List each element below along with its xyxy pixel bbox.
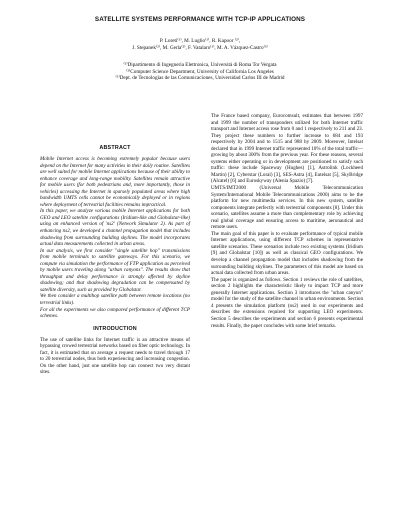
body-paragraph: UMTS/IMT2000 (Universal Mobile Telecommunication System/International Mobile Telecommunications 2000) aims to be the platform for new multimedia services. In this new system, satellite components integrate perfectly with terrestrial components [8]. Under this scenario, satellites assume a more than complementary role by achieving real global coverage and ensuring access to maritime, aeronautical and remote users. <box>211 185 363 231</box>
body-paragraph: The France based company, Eurocomsult, estimates that between 1997 and 1999 the number of transponders utilized for both Internet traffic transport and Internet access rose from 0 and 1 respectively to 211 and 23. They project these numbers to further increase to 684 and 193 respectively by 2004 and to 1515 and 988 by 2009. Moreover, Intelsat declared that in 1999 Internet traffic represented 10% of the total traffic—growing by about 300% from the previous year. For these reasons, several systems either operating or in development are positioned to satisfy such traffic: these include Spaceway (Hughes) [1], Astrolink (Lockheed Martin) [2], Cyberstar (Loral) [3], SES-Astra [4], Eutelsat [5], SkyBridge (Alcatel) [6] and Euroskyway (Alenia Spazio) [7]. <box>211 113 363 185</box>
right-column <box>211 113 363 329</box>
author-line-1: P. Loreti⁽¹⁾, M. Luglio⁽¹⁾, R. Kapoor ⁽²⁾, <box>159 38 241 44</box>
abstract-paragraph: Mobile Internet access is becoming extremely popular because users depend on the Internet for many activities in their daily routine. Satellites are well suited for mobile Internet applications because of their ability to enhance coverage and long-range mobility. Satellites remain attractive for mobile users (for both pedestrians and, more importantly, those in vehicles) accessing the Internet in sparsely populated areas where high bandwidth UMTS cells cannot be economically deployed or in regions where deployment of terrestrial facilities remains impractical. <box>40 156 190 208</box>
affiliation-list <box>0 62 400 82</box>
author-list <box>0 38 400 52</box>
left-column <box>40 145 190 376</box>
abstract-paragraph: In this paper, we analyze various mobile Internet applications for both GEO and LEO satellite configurations (Iridium-like and Globalstar-like) using an enhanced version of 'ns2' (Network Simulator 2). As part of enhancing ns2, we developed a channel propagation model that includes shadowing from surrounding building skylines. The model incorporates actual data measurements collected in urban areas. <box>40 208 190 248</box>
abstract-paragraph: In our analysis, we first consider "single satellite hop" transmissions from mobile terminals to satellite gateways. For this scenario, we compute via simulation the performance of FTP application as perceived by mobile users traveling along "urban canyons". The results show that throughput and delay performance is strongly affected by skyline shadowing; and that shadowing degradation can be compensated by satellite diversity, such as provided by Globalstar. <box>40 247 190 293</box>
body-paragraph: The paper is organized as follows. Section 1 reviews the role of satellites, section 2 highlights the characteristic likely to impact TCP and more generally Internet applications. Section 3 introduces the "urban canyon" model for the study of the satellite channel in urban environments. Section 4 presents the simulation platform (ns2) used in our experiments and describes the extensions required for supporting LEO experiments. Section 5 describes the experiments and section 6 presents experimental results. Finally, the paper concludes with some brief remarks. <box>211 276 363 329</box>
abstract-paragraph: We then consider a multihop satellite path between remote locations (no terrestrial links). <box>40 293 190 307</box>
affiliation-2: ⁽²⁾Computer Science Department, University of California Los Angeles <box>126 68 274 75</box>
introduction-heading: INTRODUCTION <box>93 325 137 332</box>
body-paragraph: The main goal of this paper is to evaluate performance of typical mobile Internet applications, using different TCP schemes in representative satellite scenarios. These scenarios include two existing systems (Iridium [9] and Globalstar [10]) as well as classical GEO configurations. We develop a channel propagation model that includes shadowing from the surrounding building skylines. The parameters of this model are based on actual data collected from urban areas. <box>211 230 363 277</box>
affiliation-3: ⁽³⁾Dept. de Tecnologías de las Comunicaciones, Universidad Carlos III de Madrid <box>115 75 285 82</box>
introduction-paragraph: The use of satellite links for Internet traffic is an attractive means of bypassing crowed terrestrial networks based on fiber optic technology. In fact, it is estimated that on average a request needs to travel through 17 to 20 terrestrial nodes, thus both experiencing and increasing congestion. On the other hand, just one satellite hop can connect two very distant sites. <box>40 336 190 376</box>
abstract-paragraph: For all the experiments we also compared performance of different TCP schemes. <box>40 306 190 320</box>
abstract-body <box>40 156 190 320</box>
author-line-2: J. Stepanek⁽²⁾, M. Gerla⁽²⁾, F. Vatalaro⁽¹⁾, M. A. Vázquez-Castro⁽³⁾ <box>132 44 268 51</box>
abstract-heading: ABSTRACT <box>99 145 131 151</box>
introduction-body <box>40 337 190 376</box>
affiliation-1: ⁽¹⁾Dipartimento di Ingegneria Elettronica, Università di Roma Tor Vergata <box>123 62 277 68</box>
paper-title: SATELLITE SYSTEMS PERFORMANCE WITH TCP-IP APPLICATIONS <box>94 16 306 23</box>
